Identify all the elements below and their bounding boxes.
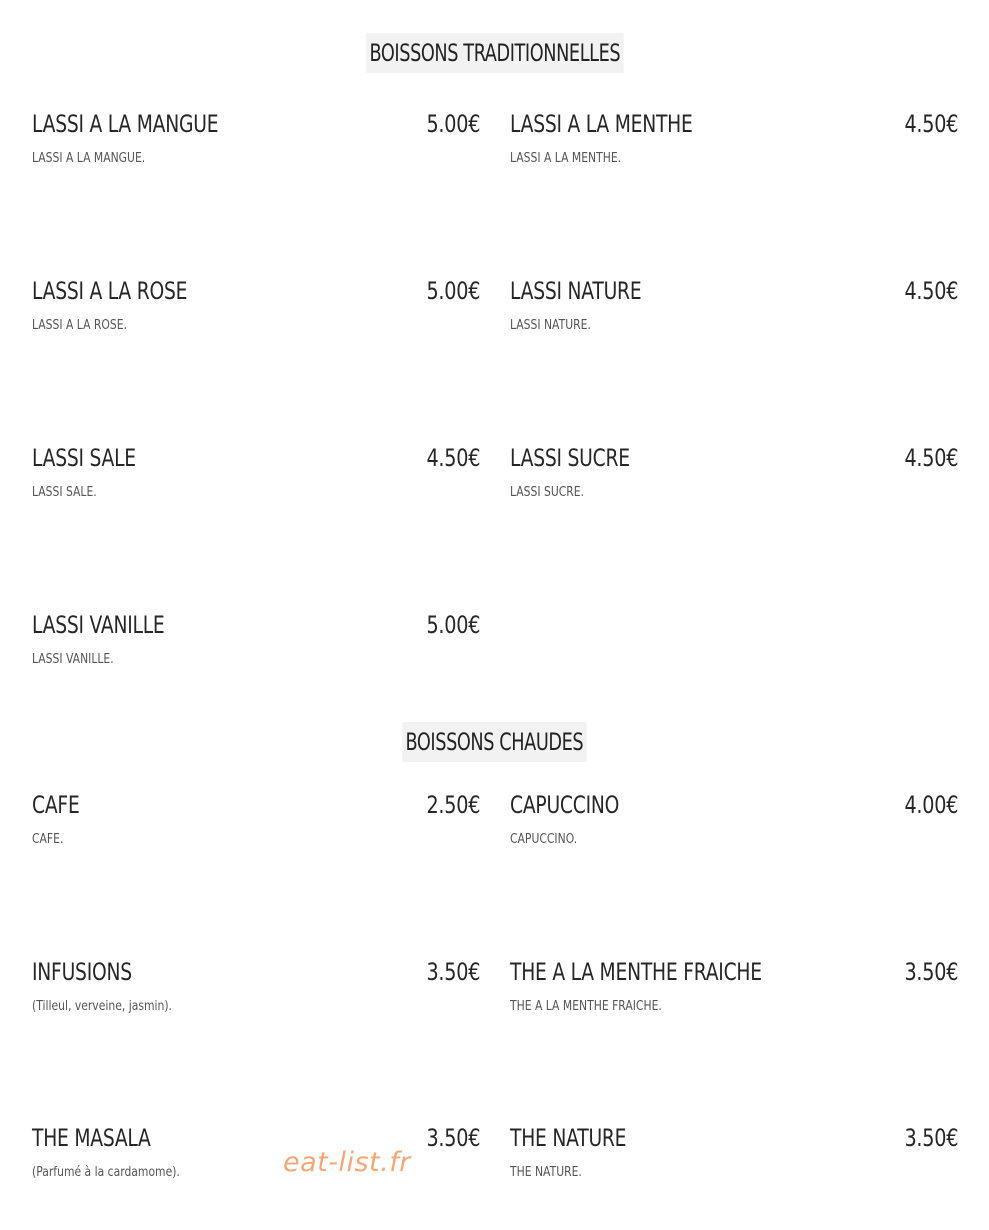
item-description: LASSI A LA MANGUE. [32,150,146,166]
item-name: LASSI A LA MANGUE [32,110,219,138]
menu-item-lassi-menthe [510,109,958,189]
menu-item-lassi-sale [32,443,480,523]
item-description: LASSI A LA MENTHE. [510,150,622,166]
item-description: LASSI VANILLE. [32,651,114,667]
item-price: 3.50€ [904,958,958,986]
item-description: LASSI NATURE. [510,317,591,333]
menu-item-lassi-vanille [32,610,480,690]
item-price: 3.50€ [426,1124,480,1152]
item-description: LASSI SALE. [32,484,97,500]
item-price: 4.50€ [904,444,958,472]
item-price: 5.00€ [426,110,480,138]
watermark: eat-list.fr [283,1147,411,1178]
menu-item-lassi-sucre [510,443,958,523]
item-price: 3.50€ [904,1124,958,1152]
item-name: THE A LA MENTHE FRAICHE [510,958,762,986]
item-description: THE A LA MENTHE FRAICHE. [510,998,662,1014]
item-name: LASSI A LA ROSE [32,277,188,305]
menu-item-lassi-nature [510,276,958,356]
item-price: 4.00€ [904,791,958,819]
item-price: 5.00€ [426,611,480,639]
item-name: LASSI SUCRE [510,444,630,472]
item-description: LASSI A LA ROSE. [32,317,128,333]
menu-item-infusions [32,957,480,1037]
menu-item-the-menthe-fraiche [510,957,958,1037]
item-name: LASSI A LA MENTHE [510,110,693,138]
item-name: CAPUCCINO [510,791,620,819]
item-description: CAPUCCINO. [510,831,578,847]
item-price: 3.50€ [426,958,480,986]
item-price: 4.50€ [904,277,958,305]
item-price: 4.50€ [426,444,480,472]
item-name: THE MASALA [32,1124,151,1152]
section-heading: BOISSONS TRADITIONNELLES [366,33,623,73]
menu-item-the-masala [32,1123,480,1203]
section-title-traditional [0,33,989,73]
section-title-hot-drinks [0,722,989,762]
item-name: LASSI SALE [32,444,136,472]
item-description: (Parfumé à la cardamome). [32,1164,180,1180]
item-name: THE NATURE [510,1124,627,1152]
menu-item-the-nature [510,1123,958,1203]
item-description: LASSI SUCRE. [510,484,585,500]
item-price: 4.50€ [904,110,958,138]
item-name: CAFE [32,791,80,819]
item-price: 2.50€ [426,791,480,819]
menu-item-lassi-rose [32,276,480,356]
item-name: INFUSIONS [32,958,132,986]
menu-item-capuccino [510,790,958,870]
menu-item-cafe [32,790,480,870]
item-description: (Tilleul, verveine, jasmin). [32,998,172,1014]
item-price: 5.00€ [426,277,480,305]
item-name: LASSI NATURE [510,277,642,305]
menu-item-lassi-mangue [32,109,480,189]
item-name: LASSI VANILLE [32,611,165,639]
section-heading: BOISSONS CHAUDES [402,722,586,762]
item-description: THE NATURE. [510,1164,582,1180]
item-description: CAFE. [32,831,64,847]
